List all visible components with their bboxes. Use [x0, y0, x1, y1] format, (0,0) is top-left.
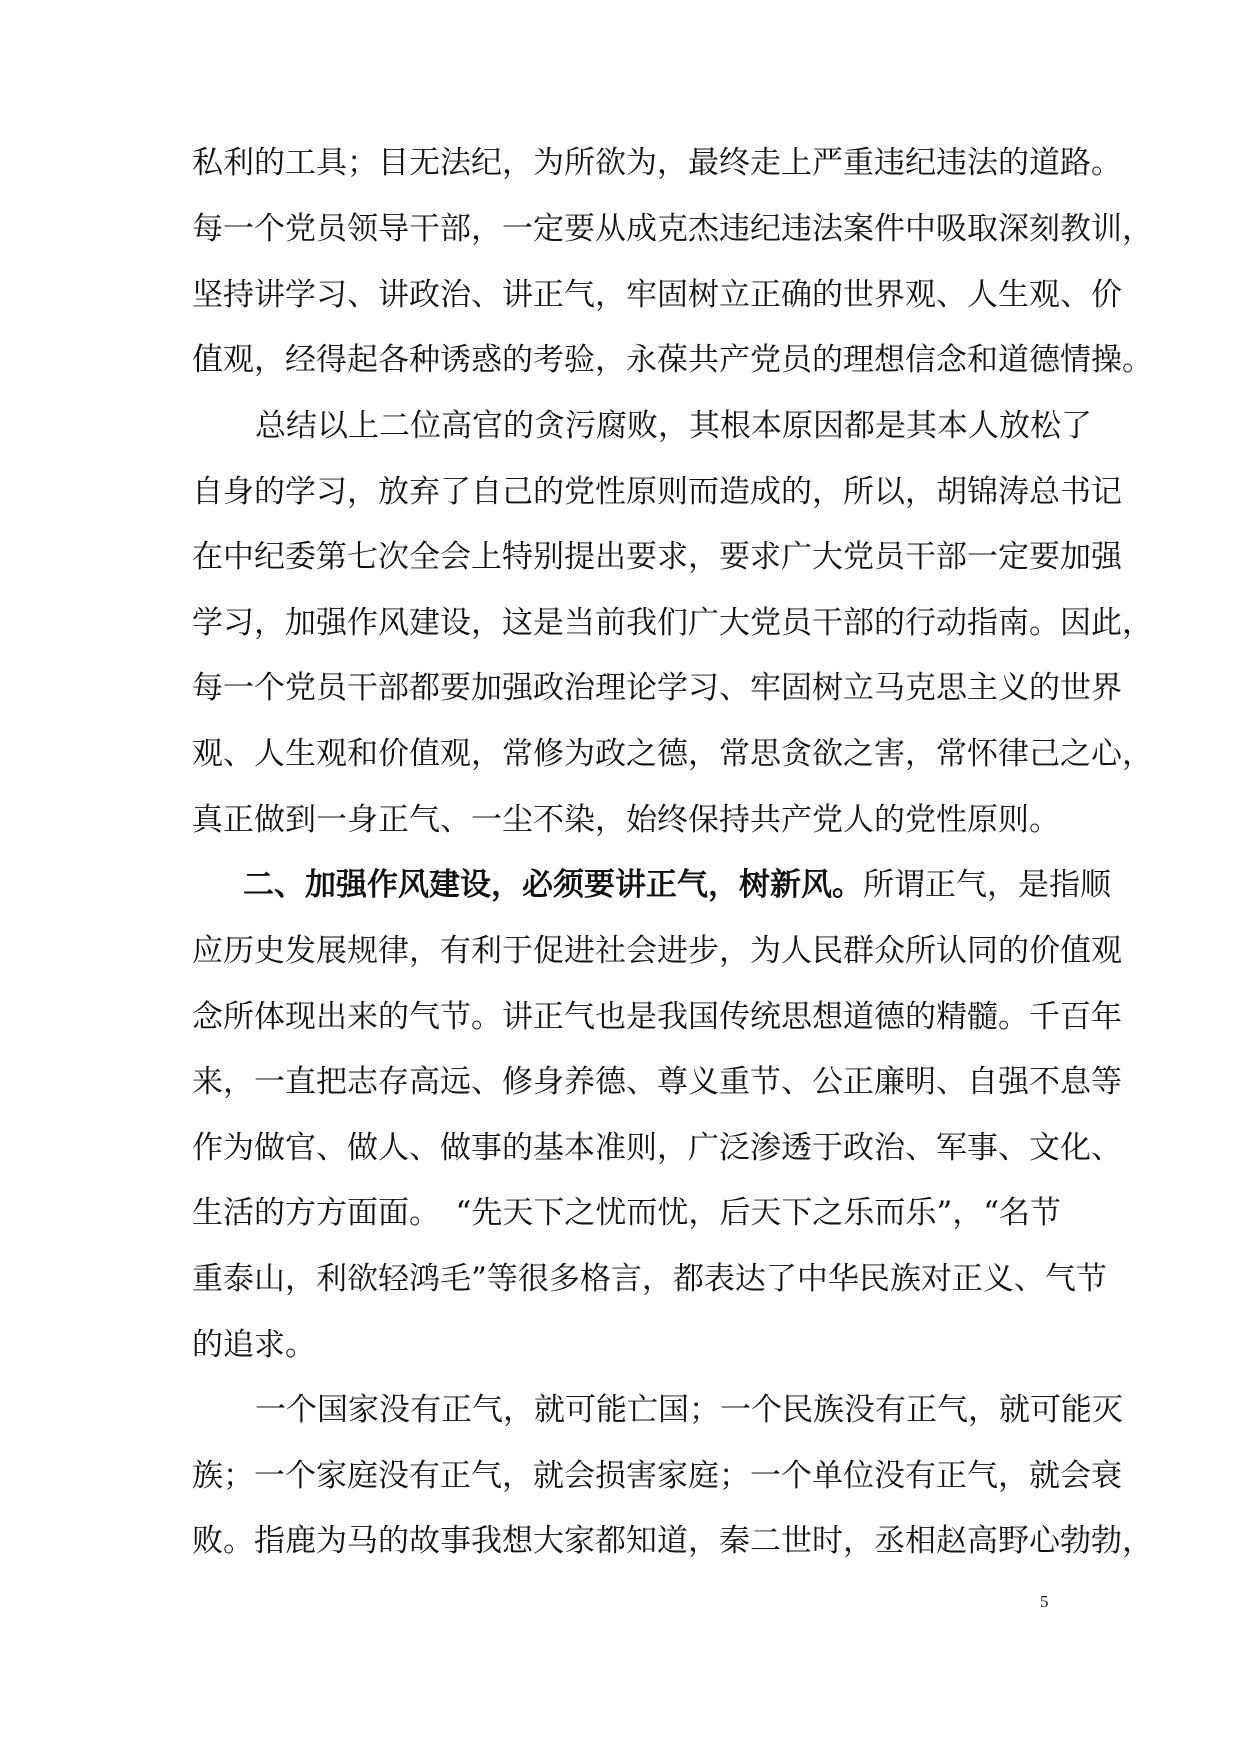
text-line-5: 总结以上二位高官的贪污腐败，其根本原因都是其本人放松了	[224, 408, 1092, 444]
section-heading: 二、加强作风建设，必须要讲正气，树新风。	[243, 867, 863, 903]
text-line-18: 重泰山，利欲轻鸿毛”等很多格言，都表达了中华民族对正义、气节	[192, 1261, 1107, 1297]
text-line-9: 每一个党员干部都要加强政治理论学习、牢固树立马克思主义的世界	[192, 670, 1122, 706]
text-line-8: 学习，加强作风建设，这是当前我们广大党员干部的行动指南。因此，	[192, 605, 1153, 641]
section-heading-line	[243, 865, 1111, 905]
text-line-16: 作为做官、做人、做事的基本准则，广泛渗透于政治、军事、文化、	[192, 1130, 1122, 1166]
text-line-15: 来，一直把志存高远、修身养德、尊义重节、公正廉明、自强不息等	[192, 1064, 1122, 1100]
text-line-20: 一个国家没有正气，就可能亡国；一个民族没有正气，就可能灭	[224, 1392, 1123, 1428]
section-heading-continuation: 所谓正气，是指顺	[863, 867, 1111, 903]
text-line-6: 自身的学习，放弃了自己的党性原则而造成的，所以，胡锦涛总书记	[192, 474, 1122, 510]
text-line-13: 应历史发展规律，有利于促进社会进步，为人民群众所认同的价值观	[192, 933, 1122, 969]
text-line-4: 值观，经得起各种诱惑的考验，永葆共产党员的理想信念和道德情操。	[192, 342, 1153, 378]
text-line-2: 每一个党员领导干部，一定要从成克杰违纪违法案件中吸取深刻教训，	[192, 211, 1153, 247]
text-line-3: 坚持讲学习、讲政治、讲正气，牢固树立正确的世界观、人生观、价	[192, 277, 1122, 313]
text-line-14: 念所体现出来的气节。讲正气也是我国传统思想道德的精髓。千百年	[192, 999, 1122, 1035]
text-line-21: 族；一个家庭没有正气，就会损害家庭；一个单位没有正气，就会衰	[192, 1458, 1122, 1494]
text-line-22: 败。指鹿为马的故事我想大家都知道，秦二世时，丞相赵高野心勃勃，	[192, 1523, 1153, 1559]
page-number: 5	[1040, 1592, 1049, 1611]
text-line-19: 的追求。	[192, 1327, 316, 1363]
text-line-1: 私利的工具；目无法纪，为所欲为，最终走上严重违纪违法的道路。	[192, 145, 1122, 181]
text-line-11: 真正做到一身正气、一尘不染，始终保持共产党人的党性原则。	[192, 802, 1060, 838]
text-line-10: 观、人生观和价值观，常修为政之德，常思贪欲之害，常怀律己之心，	[192, 736, 1153, 772]
text-line-17: 生活的方方面面。 “先天下之忧而忧，后天下之乐而乐”，“名节	[192, 1195, 1062, 1231]
text-line-7: 在中纪委第七次全会上特别提出要求，要求广大党员干部一定要加强	[192, 539, 1122, 575]
